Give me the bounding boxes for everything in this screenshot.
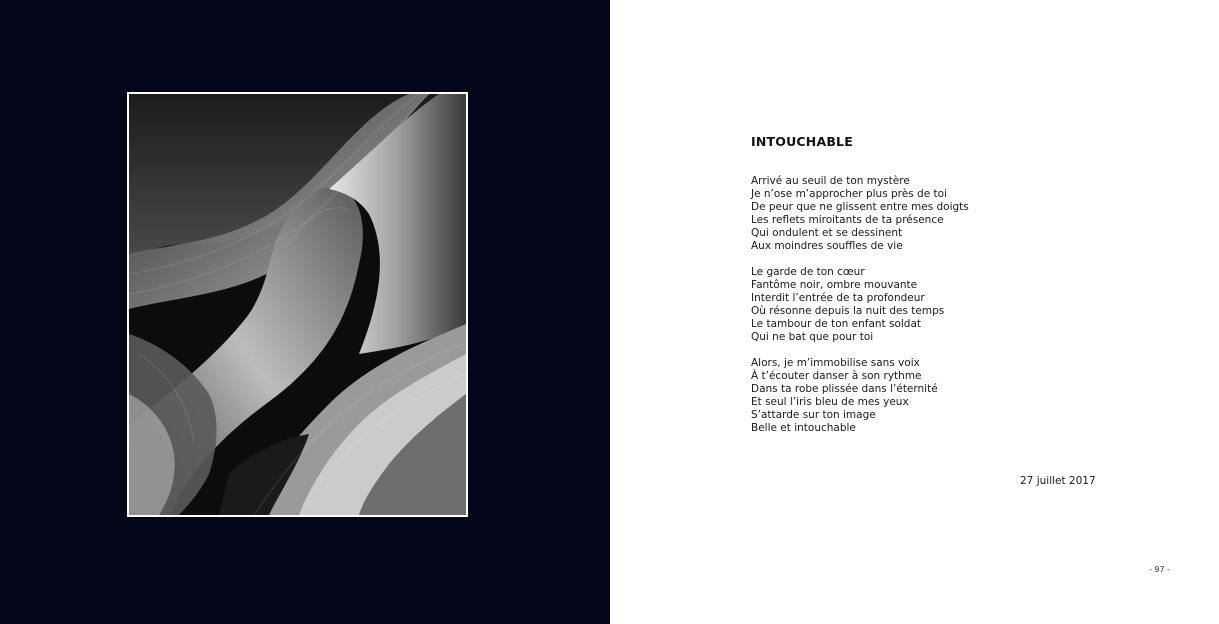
poem-line: Et seul l’iris bleu de mes yeux bbox=[751, 396, 909, 408]
poem-line: Le garde de ton cœur bbox=[751, 266, 865, 278]
poem-line: Fantôme noir, ombre mouvante bbox=[751, 279, 918, 291]
canyon-photo bbox=[127, 92, 468, 517]
right-page bbox=[610, 0, 1219, 624]
poem-line: Les reflets miroitants de ta présence bbox=[751, 214, 944, 226]
poem-line: De peur que ne glissent entre mes doigts bbox=[751, 201, 969, 213]
poem-line: Qui ne bat que pour toi bbox=[751, 331, 874, 343]
stanza bbox=[751, 175, 1081, 253]
poem-line: Aux moindres souffles de vie bbox=[751, 240, 903, 252]
poem-line: Belle et intouchable bbox=[751, 422, 856, 434]
poem-line: Interdit l’entrée de ta profondeur bbox=[751, 292, 925, 304]
poem-date: 27 juillet 2017 bbox=[1020, 475, 1096, 487]
poem-body bbox=[751, 175, 1081, 448]
poem-line: Le tambour de ton enfant soldat bbox=[751, 318, 922, 330]
page-number: - 97 - bbox=[1148, 565, 1170, 574]
poem-line: Qui ondulent et se dessinent bbox=[751, 227, 903, 239]
poem-line: Où résonne depuis la nuit des temps bbox=[751, 305, 945, 317]
stanza bbox=[751, 266, 1081, 344]
poem-line: Dans ta robe plissée dans l’éternité bbox=[751, 383, 938, 395]
poem-title: INTOUCHABLE bbox=[751, 134, 853, 149]
canyon-photo-image bbox=[129, 94, 466, 515]
poem-line: Alors, je m’immobilise sans voix bbox=[751, 357, 920, 369]
poem-line: À t’écouter danser à son rythme bbox=[751, 370, 922, 382]
poem-line: Je n’ose m’approcher plus près de toi bbox=[751, 188, 947, 200]
stanza bbox=[751, 357, 1081, 435]
poem-line: S’attarde sur ton image bbox=[751, 409, 876, 421]
poem-line: Arrivé au seuil de ton mystère bbox=[751, 175, 910, 187]
